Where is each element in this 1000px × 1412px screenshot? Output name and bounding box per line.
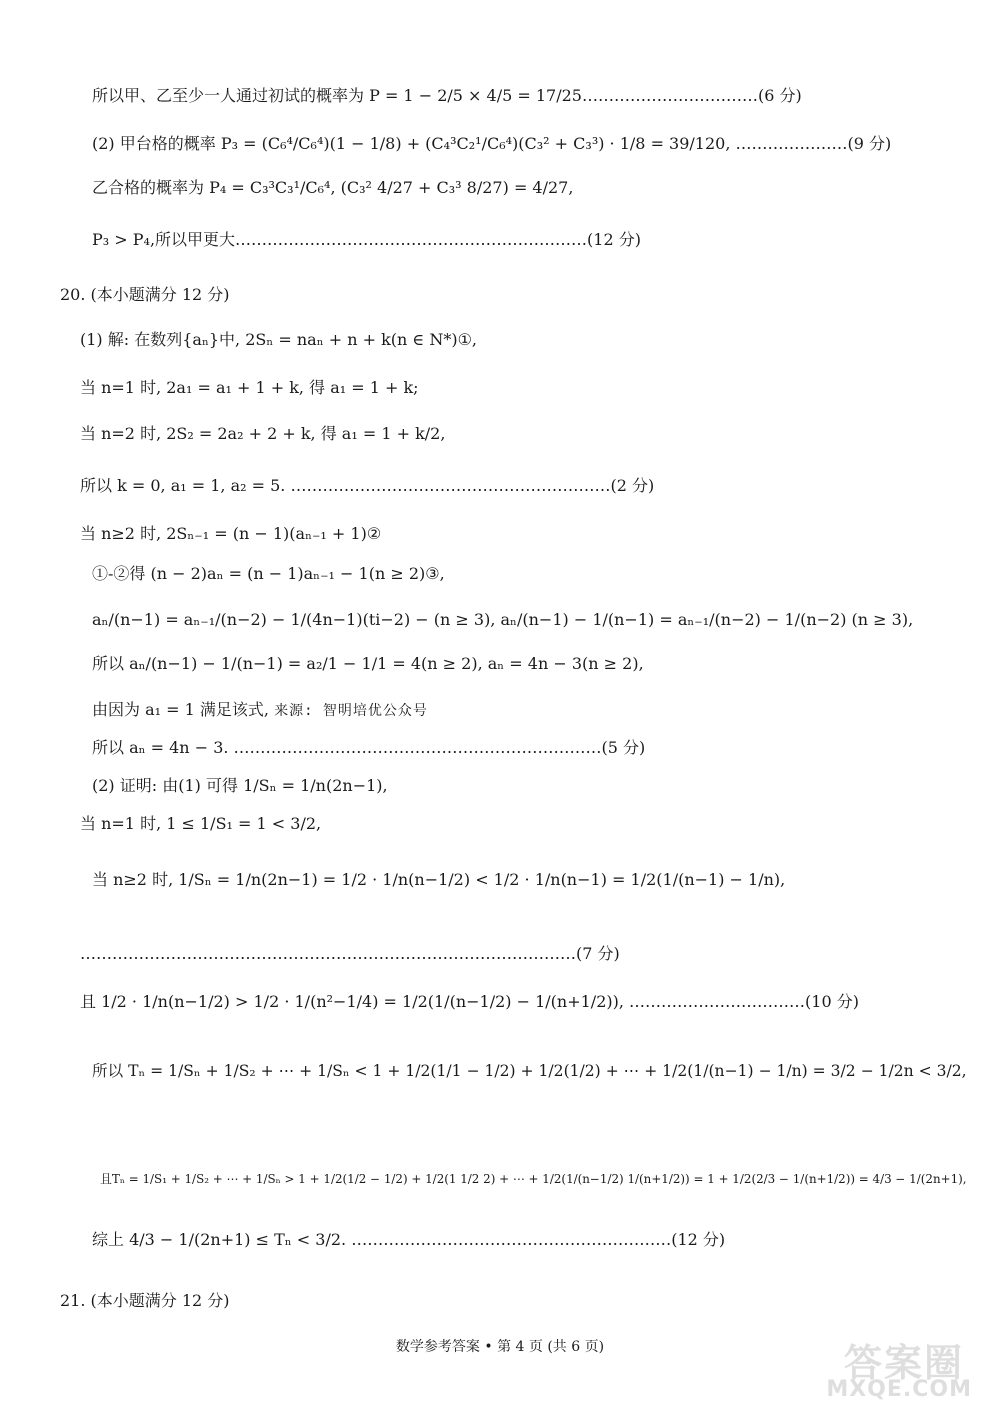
q20-lower-bound-term-line: 且 1/2 · 1/n(n−1/2) > 1/2 · 1/(n²−1/4) = 1/2(1/(n−1/2) − 1/(n+1/2)), ……………………………(10 分) <box>80 992 859 1011</box>
watermark-top-text: 答案圈 <box>843 1340 964 1385</box>
compare-line: P₃ > P₄,所以甲更大…………………………………………………………(12 分) <box>92 230 641 249</box>
q20-n-ge2-line: 当 n≥2 时, 2Sₙ₋₁ = (n − 1)(aₙ₋₁ + 1)② <box>80 524 382 543</box>
q20-ratio-line: aₙ/(n−1) = aₙ₋₁/(n−2) − 1/(4n−1)(ti−2) − (n ≥ 3), aₙ/(n−1) − 1/(n−1) = aₙ₋₁/(n−2) − 1/(n−2) (n ≥ 3), <box>92 610 914 629</box>
q20-n1-line: 当 n=1 时, 2a₁ = a₁ + 1 + k, 得 a₁ = 1 + k; <box>80 378 419 397</box>
q20-an-result-line: 所以 aₙ = 4n − 3. ……………………………………………………………(5 分) <box>92 738 646 757</box>
question-21-heading: 21. (本小题满分 12 分) <box>60 1291 230 1310</box>
page-footer: 数学参考答案 • 第 4 页 (共 6 页) <box>395 1339 605 1355</box>
q20-part2-intro: (2) 证明: 由(1) 可得 1/Sₙ = 1/n(2n−1), <box>92 776 388 795</box>
q20-part2-n-ge2-line: 当 n≥2 时, 1/Sₙ = 1/n(2n−1) = 1/2 · 1/n(n−1/2) < 1/2 · 1/n(n−1) = 1/2(1/(n−1) − 1/n), <box>92 870 786 889</box>
watermark-bottom-text: MXQE.COM <box>826 1377 972 1402</box>
source-note: 来源: 智明培优公众号 <box>274 703 428 719</box>
question-20-heading: 20. (本小题满分 12 分) <box>60 285 230 304</box>
watermark-logo <box>792 1332 972 1402</box>
q20-k-value-line: 所以 k = 0, a₁ = 1, a₂ = 5. ……………………………………………………(2 分) <box>80 476 655 495</box>
q20-check-a1-line: 由因为 a₁ = 1 满足该式, 来源: 智明培优公众号 <box>92 700 428 719</box>
q20-lower-sum-line: 且Tₙ = 1/S₁ + 1/S₂ + ⋯ + 1/Sₙ > 1 + 1/2(1/2 − 1/2) + 1/2(1 1/2 2) + ⋯ + 1/2(1/(n−1/2) 1/(n+1/2)) = 1 + 1/2(2/3 − 1/(n+1/2)) = 4/3 − 1/(2n+1), <box>100 1172 967 1186</box>
prob-both-pass-line: 所以甲、乙至少一人通过初试的概率为 P = 1 − 2/5 × 4/5 = 17/25……………………………(6 分) <box>92 86 802 105</box>
q20-upper-sum-line: 所以 Tₙ = 1/Sₙ + 1/S₂ + ⋯ + 1/Sₙ < 1 + 1/2(1/1 − 1/2) + 1/2(1/2) + ⋯ + 1/2(1/(n−1) − 1/n) = 3/2 − 1/2n < 3/2, <box>92 1062 967 1080</box>
jia-pass-prob-line: (2) 甲台格的概率 P₃ = (C₆⁴/C₆⁴)(1 − 1/8) + (C₄³C₂¹/C₆⁴)(C₃² + C₃³) · 1/8 = 39/120, …………………(9 分) <box>92 134 892 153</box>
q20-n2-line: 当 n=2 时, 2S₂ = 2a₂ + 2 + k, 得 a₁ = 1 + k/2, <box>80 424 446 443</box>
q20-subtract-line: ①-②得 (n − 2)aₙ = (n − 1)aₙ₋₁ − 1(n ≥ 2)③, <box>92 564 445 583</box>
q20-dots-7pt-line: …………………………………………………………………………………(7 分) <box>80 944 620 963</box>
q20-telescope-line: 所以 aₙ/(n−1) − 1/(n−1) = a₂/1 − 1/1 = 4(n ≥ 2), aₙ = 4n − 3(n ≥ 2), <box>92 654 644 673</box>
q20-part2-n1-line: 当 n=1 时, 1 ≤ 1/S₁ = 1 < 3/2, <box>80 814 322 833</box>
q20-conclusion-line: 综上 4/3 − 1/(2n+1) ≤ Tₙ < 3/2. ……………………………………………………(12 分) <box>92 1230 726 1249</box>
q20-part1-intro: (1) 解: 在数列{aₙ}中, 2Sₙ = naₙ + n + k(n ∈ N*)①, <box>80 330 478 349</box>
yi-pass-prob-line: 乙合格的概率为 P₄ = C₃³C₃¹/C₆⁴, (C₃² 4/27 + C₃³ 8/27) = 4/27, <box>92 178 574 197</box>
